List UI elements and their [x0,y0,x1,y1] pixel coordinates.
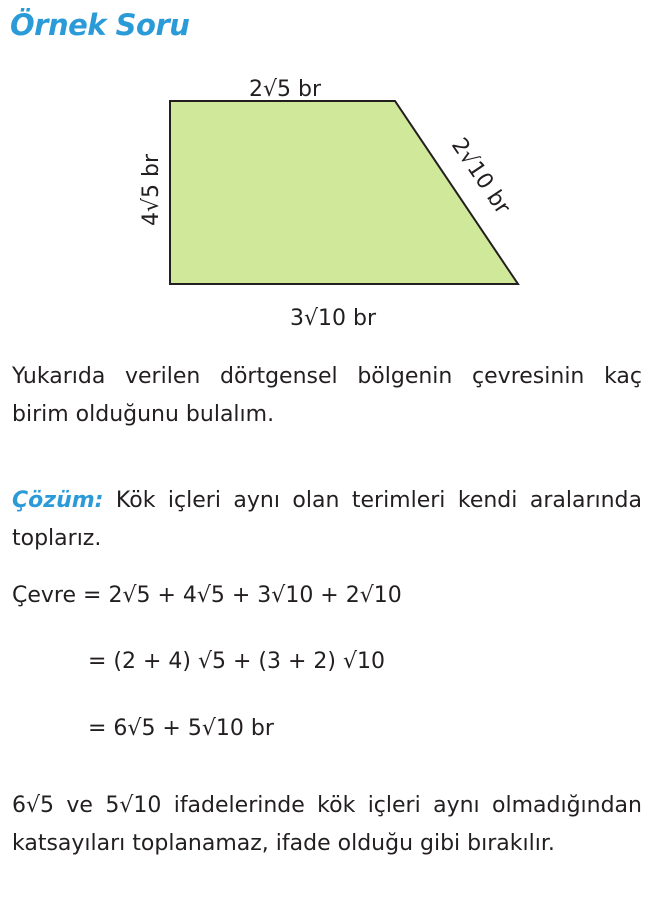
side-slant-label: 2√10 br [445,133,515,220]
solution-intro [12,482,642,558]
equation-line-1 [12,583,402,608]
question-text: Yukarıda verilen dörtgensel bölgenin çevresinin kaç birim olduğunu bulalım. [12,364,642,427]
trapezoid-shape [170,101,518,284]
example-heading: Örnek Soru [10,8,190,42]
equation-rhs-1: = 2√5 + 4√5 + 3√10 + 2√10 [83,583,402,608]
side-left-label: 4√5 br [139,153,164,227]
side-bottom-label: 3√10 br [289,306,377,331]
conclusion-text: 6√5 ve 5√10 ifadelerinde kök içleri aynı olmadığından katsayıları toplanamaz, ifade olduğu gibi bırakılır. [12,793,642,856]
equation-lhs: Çevre [12,583,77,608]
side-top-label: 2√5 br [248,77,322,102]
solution-intro-text: Kök içleri aynı olan terimleri kendi aralarında toplarız. [12,488,642,551]
equation-line-2: = (2 + 4) √5 + (3 + 2) √10 [88,649,386,674]
equation-line-3: = 6√5 + 5√10 br [88,716,274,741]
solution-label: Çözüm: [12,488,104,513]
trapezoid-figure [0,0,654,340]
